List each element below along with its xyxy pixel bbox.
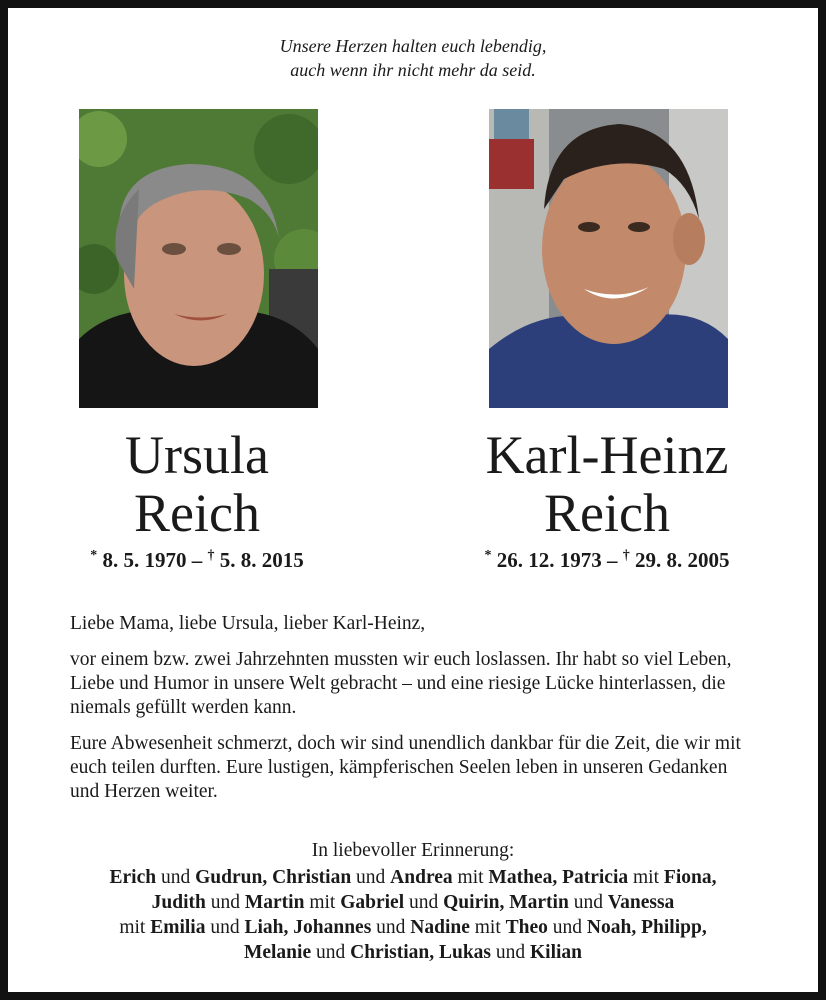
mourner-name: , [429,942,439,963]
connector-text: mit [628,867,664,888]
mourner-name: Erich [109,867,157,888]
person-ursula [22,426,372,573]
life-dates [22,548,372,573]
life-dates [432,548,782,573]
connector-text: mit [452,867,489,888]
death-date: 5. 8. 2015 [219,548,304,572]
closing-section [40,838,786,965]
mourner-name: , [283,917,294,938]
connector-text: und [491,942,531,963]
letter-greeting: Liebe Mama, liebe Ursula, lieber Karl-Heinz, [70,613,426,634]
mourner-name: Johannes [293,917,372,938]
mourner-name: Quirin [443,892,500,913]
mourner-name: Martin [509,892,569,913]
birth-date: 26. 12. 1973 [496,548,602,572]
letter-paragraph-2: Eure Abwesenheit schmerzt, doch wir sind unendlich dankbar für die Zeit, die wir mit euch teilen durften. Eure lustigen, kämpferischen Seelen leben in unseren Gedanken und Herzen weiter. [70,733,741,802]
portrait-photo-ursula [79,109,318,408]
connector-text: mit [119,917,151,938]
connector-text: und [205,892,245,913]
mourner-name: Philipp [641,917,702,938]
mourner-name: Vanessa [607,892,675,913]
died-symbol: † [207,548,215,563]
died-symbol: † [622,548,630,563]
closing-intro: In liebevoller Erinnerung: [311,840,515,861]
motto-line-1: Unsere Herzen halten euch lebendig, [279,36,547,56]
connector-text: und [156,867,196,888]
letter-text [70,612,760,816]
mourners-line [40,890,786,915]
mourners-list [40,865,786,965]
mourner-name: Noah [586,917,632,938]
mourner-name: Emilia [150,917,206,938]
mourner-name: Nadine [410,917,470,938]
connector-text: mit [304,892,341,913]
mourner-name: , [701,917,707,938]
mourners-line [40,915,786,940]
mourners-line [40,865,786,890]
mourner-name: Andrea [390,867,453,888]
mourner-name: Fiona [663,867,712,888]
mourner-name: Theo [505,917,548,938]
mourner-name: , [262,867,273,888]
mourner-name: Gudrun [195,867,263,888]
mourner-name: Lukas [438,942,492,963]
mourner-name: Kilian [530,942,583,963]
death-date: 29. 8. 2005 [635,548,730,572]
mourner-name: , [631,917,642,938]
last-name: Reich [544,483,670,543]
motto [0,34,826,82]
connector-text: mit [469,917,506,938]
mourner-name: Mathea [488,867,553,888]
mourner-name: Melanie [243,942,312,963]
letter-paragraph-1: vor einem bzw. zwei Jahrzehnten mussten wir euch loslassen. Ihr habt so viel Leben, Liebe und Humor in unsere Welt gebracht – und eine riesige Lücke hinterlassen, die niemals gefüllt werden kann. [70,649,732,718]
born-symbol: * [90,548,98,563]
mourner-name: Patricia [562,867,629,888]
mourner-name: Christian [350,942,430,963]
motto-line-2: auch wenn ihr nicht mehr da seid. [290,60,536,80]
connector-text: und [371,917,411,938]
mourner-name: , [499,892,510,913]
mourner-name: Christian [272,867,352,888]
portrait-photo-karl-heinz [489,109,728,408]
first-name: Karl-Heinz [485,425,729,485]
birth-date: 8. 5. 1970 [102,548,187,572]
mourner-name: Gabriel [340,892,405,913]
mourner-name: Liah [244,917,284,938]
mourner-name: , [552,867,563,888]
date-separator: – [186,548,208,572]
connector-text: und [404,892,444,913]
first-name: Ursula [125,425,269,485]
connector-text: und [351,867,391,888]
born-symbol: * [484,548,492,563]
mourner-name: Martin [244,892,305,913]
connector-text: und [311,942,351,963]
person-karl-heinz [432,426,782,573]
mourner-name: , [711,867,717,888]
connector-text: und [205,917,245,938]
connector-text: und [547,917,587,938]
mourners-line [40,940,786,965]
mourner-name: Judith [151,892,206,913]
last-name: Reich [134,483,260,543]
connector-text: und [568,892,608,913]
date-separator: – [601,548,623,572]
